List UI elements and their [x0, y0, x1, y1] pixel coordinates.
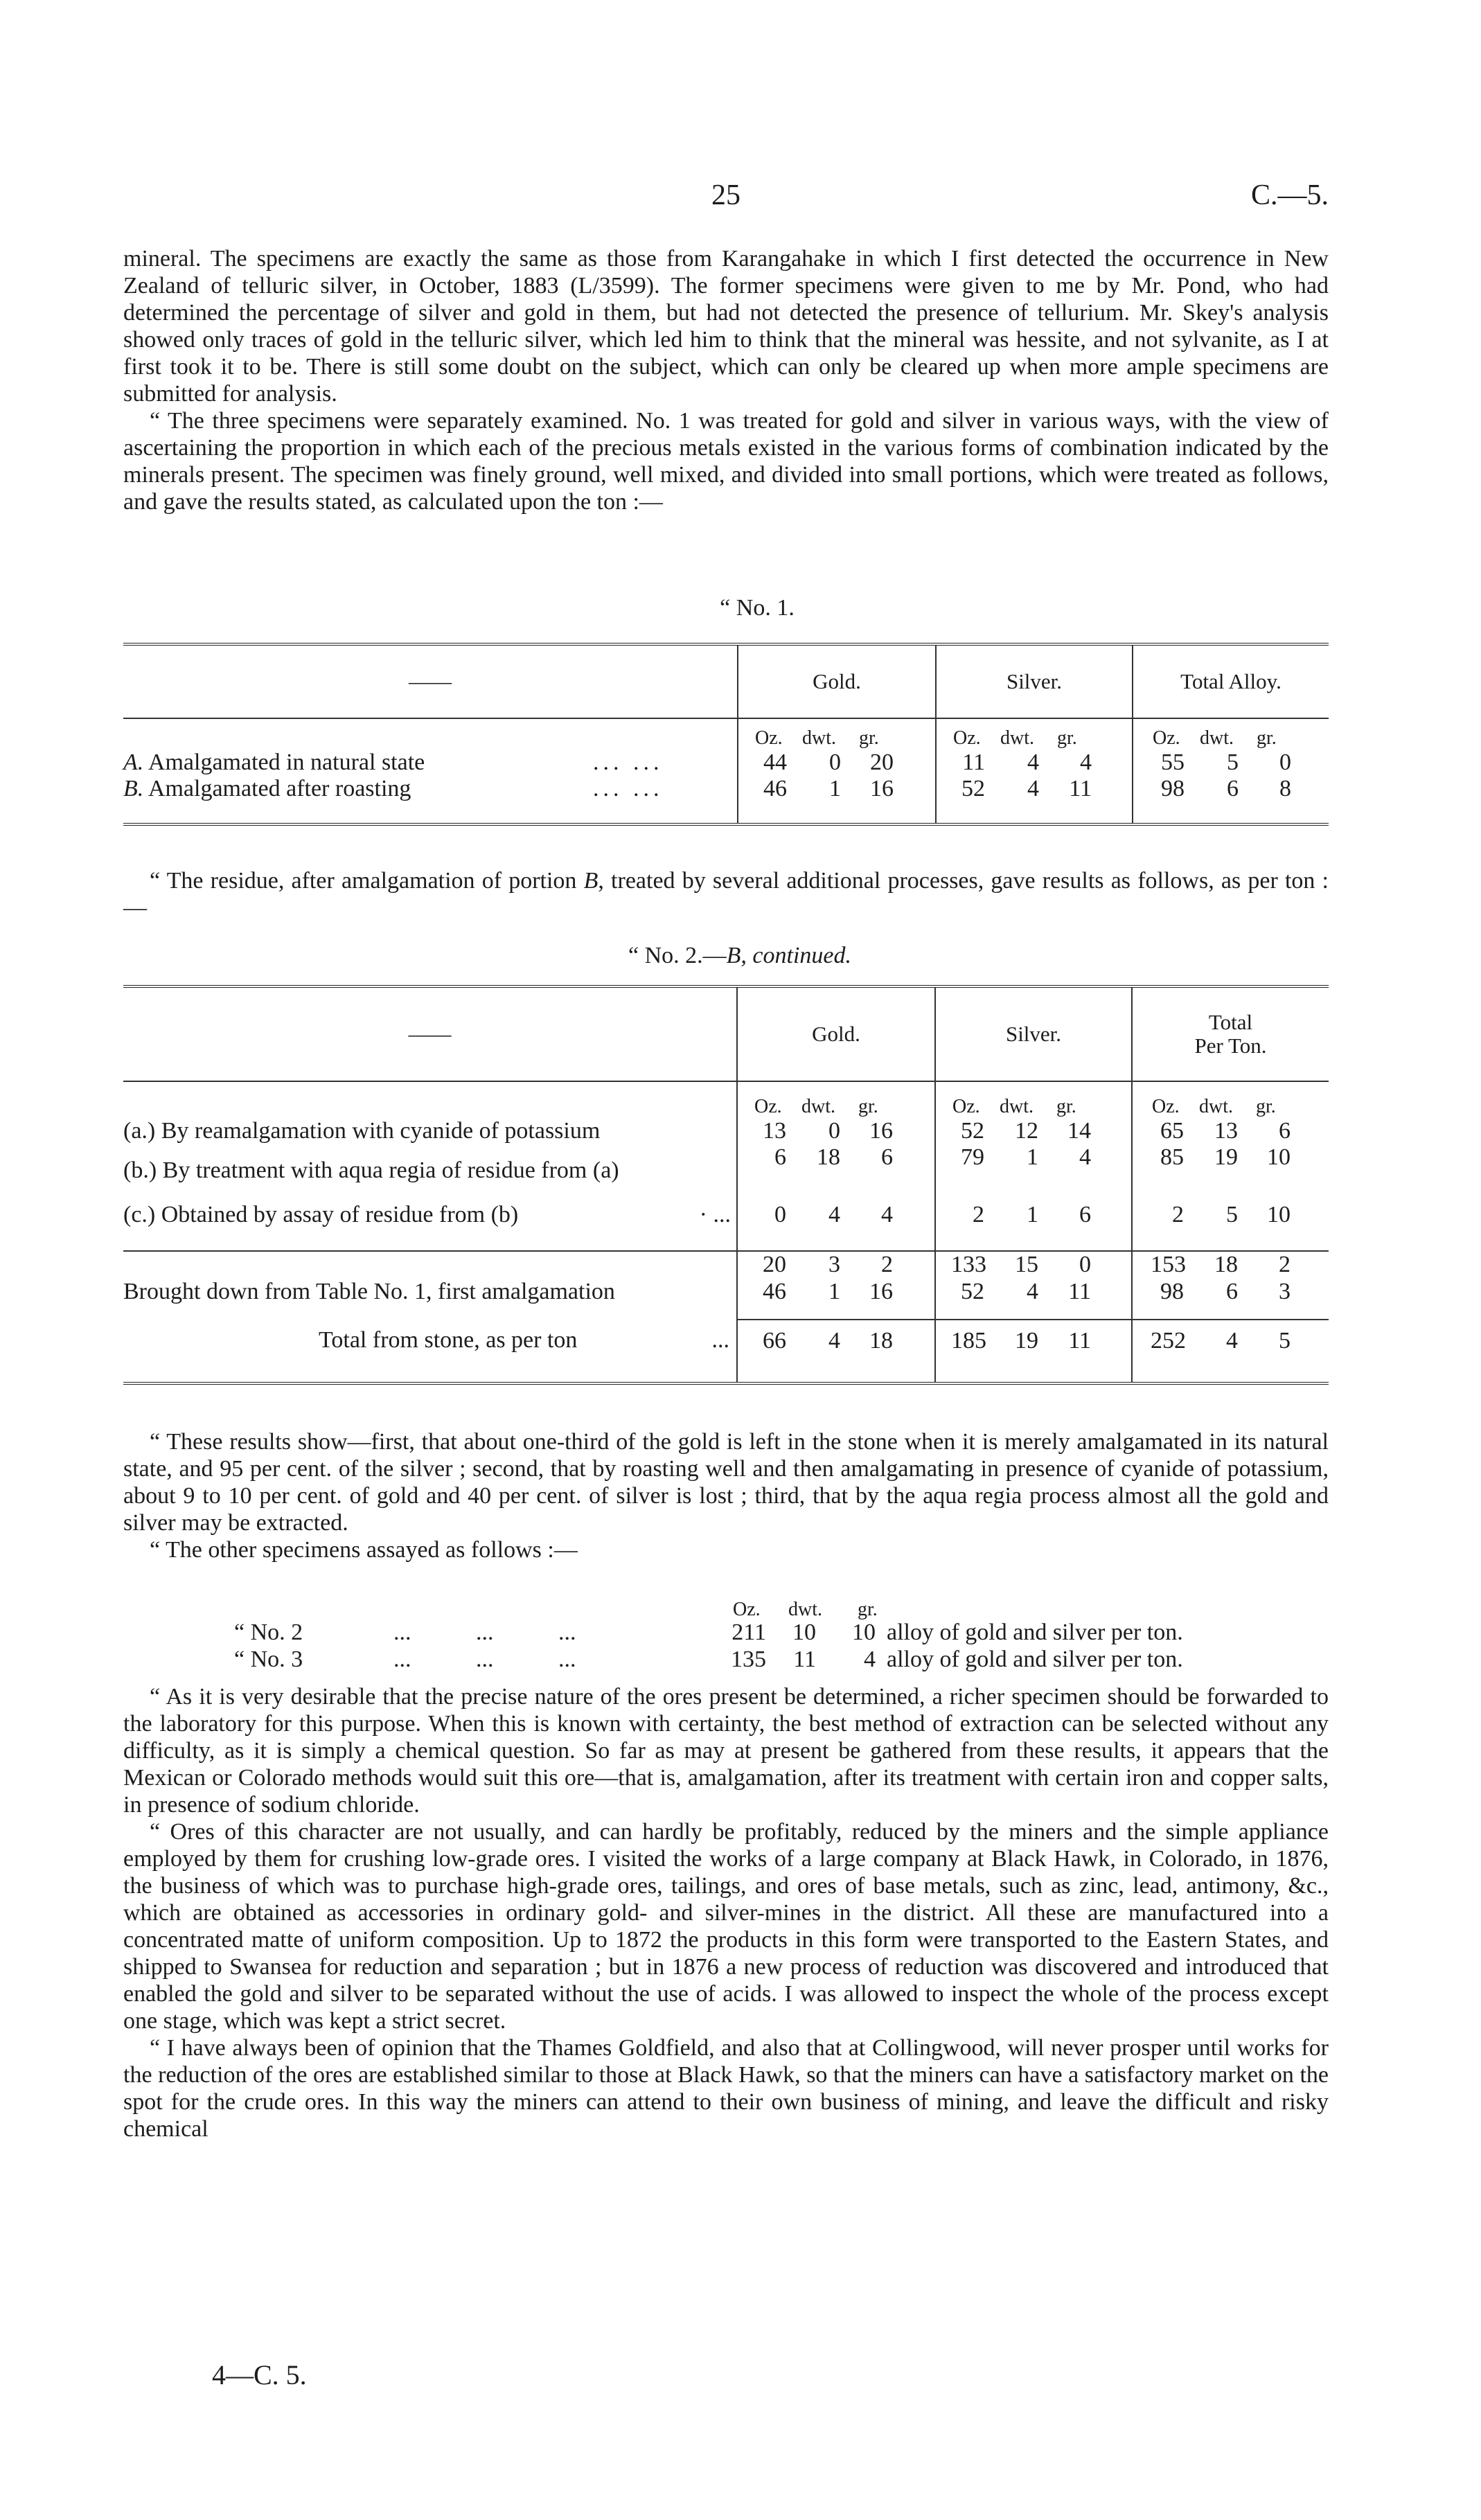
table-2-header-gold: Gold.: [737, 988, 935, 1081]
table-1-row-a-silver: 11 4 4: [936, 749, 1133, 776]
table-2-grand-silver: 185 19 11: [935, 1320, 1132, 1361]
table-2-row-a-total: 65 13 6: [1132, 1118, 1329, 1144]
list-item: “ No. 2 ... ... ... 211 10 10 alloy of gold and silver per ton.: [234, 1620, 1183, 1645]
table-2-units-row: [123, 1082, 1329, 1118]
table-2-units-gold: Oz. dwt. gr.: [737, 1082, 935, 1118]
table-no-2: [123, 942, 1329, 969]
paragraph-4: “ These results show—first, that about one-third of the gold is left in the stone when it is merely amalgamated in its natural state, and 95 per cent. of the silver ; second, that by roasting well and then amalgamating in presence of cyanide of potassium, about 9 to 10 per cent. of gold and 40 per cent. of silver is lost ; third, that by the aqua regia process almost all the gold and silver may be extracted.: [123, 1429, 1329, 1536]
table-1-row-b-total: 98 6 8: [1133, 776, 1329, 802]
table-2-row-c-gold: 0 4 4: [737, 1197, 935, 1233]
page-footer-signature: 4—C. 5.: [212, 2359, 307, 2390]
table-2-units-total: Oz. dwt. gr.: [1132, 1082, 1329, 1118]
table-2-grand-total-row: [123, 1320, 1329, 1361]
table-1-row-a-gold: 44 0 20: [738, 749, 936, 776]
table-2-subtotal-silver: 133 15 0: [935, 1251, 1132, 1278]
table-1-data: [123, 719, 1329, 823]
table-1-header-total: Total Alloy.: [1133, 646, 1329, 718]
table-row: [123, 1118, 1329, 1144]
table-1-header-row: [123, 646, 1329, 718]
table-2-units-silver: Oz. dwt. gr.: [935, 1082, 1132, 1118]
table-row: [123, 1144, 1329, 1197]
table-2-brought-label: Brought down from Table No. 1, first amalgamation: [123, 1279, 615, 1304]
page-header: [123, 179, 1329, 220]
table-1-bottom-rule: [123, 823, 1329, 826]
table-2-body: [123, 985, 1329, 1385]
table-2-title: “ No. 2.—B, continued.: [628, 943, 851, 968]
table-1-row-b-silver: 52 4 11: [936, 776, 1133, 802]
paragraph-8: “ I have always been of opinion that the Thames Goldfield, and also that at Collingwood, will never prosper until works for the reduction of the ores are established similar to those at Black Hawk, so that the miners can have a satisfactory market on the spot for the crude ores. In this way the miners can attend to their own business of mining, and leave the difficult and risky chemical: [123, 2035, 1329, 2142]
table-1-row-b-gold: 46 1 16: [738, 776, 936, 802]
paragraph-6: “ As it is very desirable that the precise nature of the ores present be determined, a richer specimen should be forwarded to the laboratory for this purpose. When this is known with certainty, the best method of extraction can be selected without any difficulty, as it is simply a chemical question. So far as may at present be gathered from these results, it appears that the Mexican or Colorado methods would suit this ore—that is, amalgamation, after its treatment with certain iron and copper salts, in presence of sodium chloride.: [123, 1684, 1329, 1818]
table-2-subtotal-total: 153 18 2: [1132, 1251, 1329, 1278]
table-2-header-row: [123, 988, 1329, 1081]
assay-units: Oz. dwt. gr.: [733, 1599, 878, 1620]
assay-list: [123, 1599, 1329, 1674]
table-2-row-c-label: (c.) Obtained by assay of residue from (b) · ...: [123, 1202, 731, 1227]
table-2-header-total: Total Per Ton.: [1132, 988, 1329, 1081]
table-1-row-b-label: B. Amalgamated after roasting ... ...: [123, 776, 664, 801]
table-1-header-silver: Silver.: [936, 646, 1133, 718]
table-2-grand-total: 252 4 5: [1132, 1320, 1329, 1361]
table-2-subtotal-gold: 20 3 2: [737, 1251, 935, 1278]
body-text-middle: [123, 1428, 1329, 1563]
table-1-stub: ——: [409, 669, 452, 693]
table-no-1: [123, 594, 1329, 621]
table-2-row-c-silver: 2 1 6: [935, 1197, 1132, 1233]
table-1-units-total: Oz. dwt. gr.: [1133, 719, 1329, 749]
table-1-row-a-label: A. Amalgamated in natural state ... ...: [123, 749, 664, 775]
table-2-row-b-gold: 6 18 6: [737, 1144, 935, 1197]
paragraph-7: “ Ores of this character are not usually, and can hardly be profitably, reduced by the miners and the simple appliance employed by them for crushing low-grade ores. I visited the works of a large company at Black Hawk, in Colorado, in 1876, the business of which was to purchase high-grade ores, tailings, and ores of base metals, such as zinc, lead, antimony, &c., which are obtained as accessories in ordinary gold- and silver-mines in the district. All these are manufactured into a concentrated matte of uniform composition. Up to 1872 the products in this form were transported to the Eastern States, and shipped to Swansea for reduction and separation ; but in 1876 a new process of reduction was discovered and introduced that enabled the gold and silver to be separated without the use of acids. I was allowed to inspect the whole of the process except one stage, which was kept a strict secret.: [123, 1819, 1329, 2034]
table-2-bottom-rule: [123, 1382, 1329, 1385]
table-1-row-a-total: 55 5 0: [1133, 749, 1329, 776]
table-1-header-gold: Gold.: [738, 646, 936, 718]
table-2-grand-label: Total from stone, as per ton ...: [319, 1327, 729, 1353]
table-2-brought-row: [123, 1278, 1329, 1306]
table-2-row-b-total: 85 19 10: [1132, 1144, 1329, 1197]
table-row: [123, 1197, 1329, 1233]
paragraph-5: “ The other specimens assayed as follows :—: [150, 1537, 578, 1563]
table-2-row-b-silver: 79 1 4: [935, 1144, 1132, 1197]
table-row: [123, 776, 1329, 802]
table-2-row-a-gold: 13 0 16: [737, 1118, 935, 1144]
table-2-header-silver: Silver.: [935, 988, 1132, 1081]
table-2-data: [123, 1082, 1329, 1382]
table-row: [123, 749, 1329, 776]
page-number: 25: [711, 179, 740, 211]
body-text-bottom: [123, 1683, 1329, 2142]
table-1-grid: [123, 646, 1329, 718]
table-2-row-c-total: 2 5 10: [1132, 1197, 1329, 1233]
body-text-top: [123, 245, 1329, 515]
document-reference: C.—5.: [1250, 179, 1329, 211]
paragraph-2: “ The three specimens were separately examined. No. 1 was treated for gold and silver in various ways, with the view of ascertaining the proportion in which each of the precious metals existed in the various forms of combination indicated by the minerals present. The specimen was finely ground, well mixed, and divided into small portions, which were treated as follows, and gave the results stated, as calculated upon the ton :—: [123, 408, 1329, 515]
table-1-body: [123, 643, 1329, 826]
table-1-units-row: [123, 719, 1329, 749]
table-2-subtotal-row: [123, 1251, 1329, 1278]
table-2-row-a-label: (a.) By reamalgamation with cyanide of potassium: [123, 1118, 601, 1144]
table-2-brought-gold: 46 1 16: [737, 1278, 935, 1306]
table-2-stub: ——: [408, 1022, 452, 1046]
list-item: “ No. 3 ... ... ... 135 11 4 alloy of gold and silver per ton.: [234, 1647, 1183, 1672]
table-2-row-a-silver: 52 12 14: [935, 1118, 1132, 1144]
table-1-units-gold: Oz. dwt. gr.: [738, 719, 936, 749]
table-2-brought-silver: 52 4 11: [935, 1278, 1132, 1306]
table-1-units-silver: Oz. dwt. gr.: [936, 719, 1133, 749]
paragraph-3: “ The residue, after amalgamation of portion B, treated by several additional processes, gave results as follows, as per ton :—: [123, 868, 1329, 921]
table-2-grand-gold: 66 4 18: [737, 1320, 935, 1361]
table-2-row-b-label: (b.) By treatment with aqua regia of residue from (a): [123, 1157, 619, 1183]
table-2-grid: [123, 988, 1329, 1081]
paragraph-1: mineral. The specimens are exactly the same as those from Karangahake in which I first detected the occurrence in New Zealand of telluric silver, in October, 1883 (L/3599). The former specimens were given to me by Mr. Pond, who had determined the percentage of silver and gold in them, but had not detected the presence of tellurium. Mr. Skey's analysis showed only traces of gold in the telluric silver, which led him to think that the mineral was hessite, and not sylvanite, as I at first took it to be. There is still some doubt on the subject, which can only be cleared up when more ample specimens are submitted for analysis.: [123, 246, 1329, 407]
table-1-title: “ No. 1.: [720, 595, 795, 621]
table-2-brought-total: 98 6 3: [1132, 1278, 1329, 1306]
